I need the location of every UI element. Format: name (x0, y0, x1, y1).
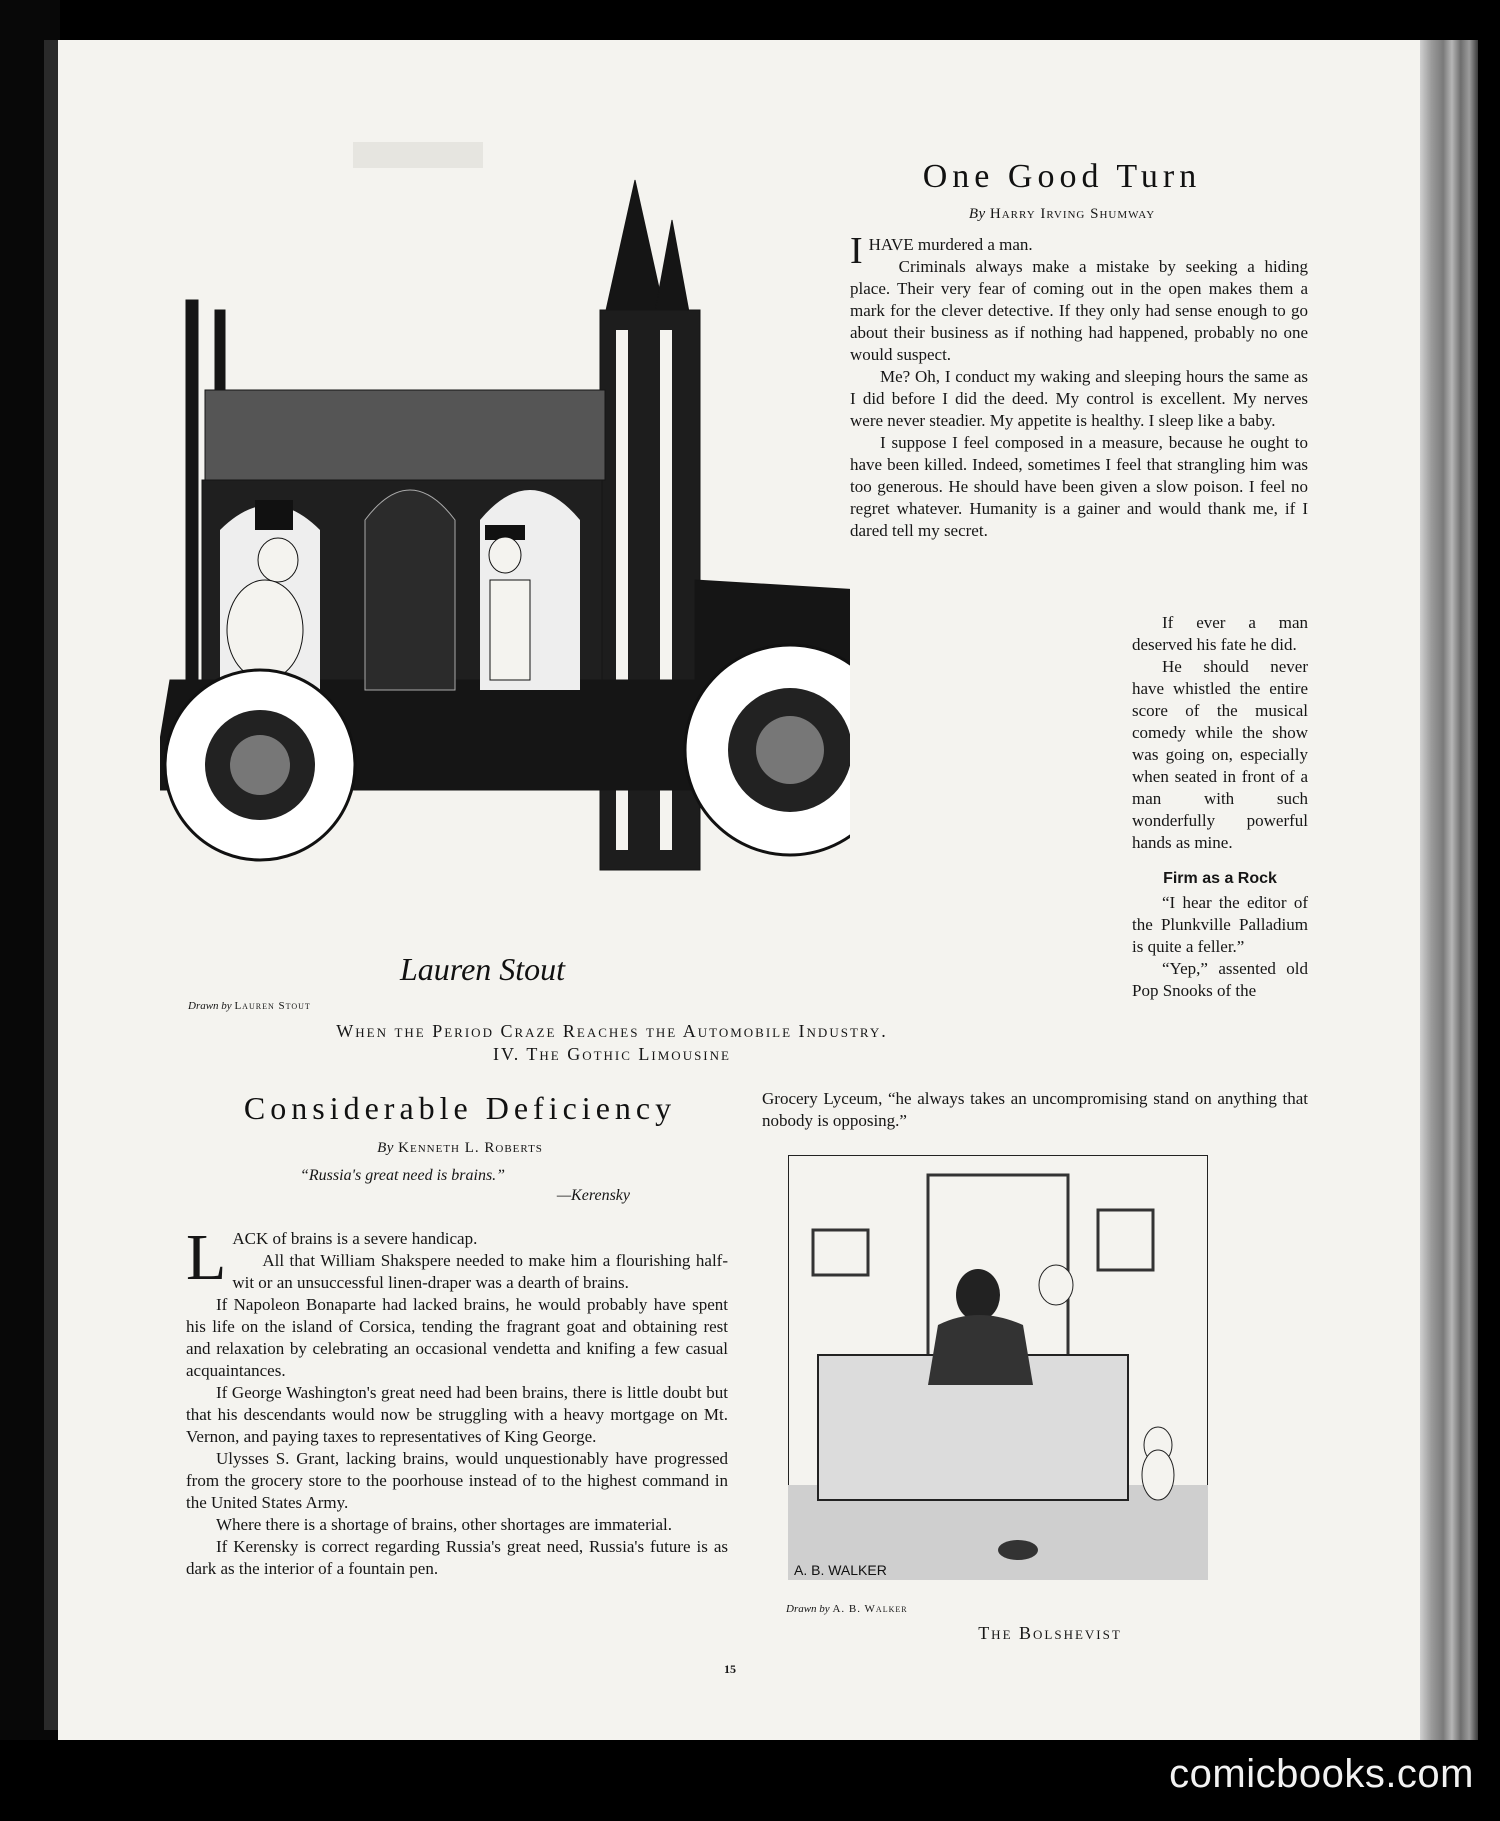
article1-paragraph: “Yep,” assented old Pop Snooks of the (1132, 959, 1308, 1000)
bolshevist-cartoon (788, 1155, 1208, 1580)
artist-signature-stout: Lauren Stout (400, 951, 566, 987)
article1-column-wide (850, 230, 1308, 542)
epigraph (300, 1166, 630, 1206)
page-stack-edge (1420, 40, 1478, 1740)
article1-paragraph: I suppose I feel composed in a measure, because he ought to have been killed. Indeed, sometimes I feel that strangling him was too generous. He should have been given a slow poison. I feel no regret whatever. Humanity is a gainer and would thank me, if I dared tell my secret. (850, 433, 1308, 540)
article-title-considerable-deficiency: Considerable Deficiency (243, 1090, 677, 1126)
illustration-caption-gothic-limousine (212, 1020, 1012, 1066)
article2-paragraph: Ulysses S. Grant, lacking brains, would unquestionably have progressed from the grocery store to the poorhouse instead of to the highest command in the United States Army. (186, 1449, 728, 1512)
article1-paragraph: “I hear the editor of the Plunkville Palladium is quite a feller.” (1132, 893, 1308, 956)
illustration-credit-walker: Drawn by A. B. Walker (786, 1603, 908, 1615)
article1-paragraph: He should never have whistled the entire score of the musical comedy while the show was going on, especially when seated in front of a man with such wonderfully powerful hands as mine. (1132, 657, 1308, 852)
caption-line: IV. The Gothic Limousine (493, 1044, 731, 1064)
article2-paragraph: If George Washington's great need had been brains, there is little doubt but that his descendants would now be struggling with a heavy mortgage on Mt. Vernon, and paying taxes to representatives of King George. (186, 1383, 728, 1446)
byline-roberts: By Kenneth L. Roberts (377, 1140, 543, 1156)
article2-paragraph: All that William Shakspere needed to make him a flourishing half-wit or an unsuccessful linen-draper was a dearth of brains. (232, 1251, 728, 1292)
scan-border-left (0, 0, 60, 1821)
byline-shumway: By Harry Irving Shumway (968, 206, 1156, 222)
site-watermark: comicbooks.com (1169, 1752, 1474, 1796)
epigraph-author: —Kerensky (556, 1187, 630, 1204)
artist-signature-walker: A. B. WALKER (794, 1562, 887, 1578)
article2-paragraph: Where there is a shortage of brains, other shortages are immaterial. (216, 1515, 672, 1534)
subhead-firm-as-a-rock: Firm as a Rock (1163, 870, 1277, 887)
article1-paragraph: Criminals always make a mistake by seeking a hiding place. Their very fear of coming out in the open makes them a mark for the clever detective. If they only had sense enough to go about their business as if nothing had happened, probably no one would suspect. (850, 257, 1308, 364)
article1-paragraph: If ever a man deserved his fate he did. (1132, 613, 1308, 654)
page-number: 15 (724, 1662, 736, 1676)
book-binding (44, 40, 58, 1730)
article2-paragraph: If Kerensky is correct regarding Russia's great need, Russia's future is as dark as the interior of a fountain pen. (186, 1537, 728, 1578)
dropcap-i: I (850, 230, 863, 272)
article1-column-narrow (1132, 612, 1308, 1002)
caption-line: When the Period Craze Reaches the Automobile Industry. (336, 1021, 888, 1041)
epigraph-quote: “Russia's great need is brains.” (300, 1167, 506, 1184)
article1-paragraph: IHAVE murdered a man. (850, 230, 1033, 272)
article2-paragraph: LACK of brains is a severe handicap. (186, 1221, 478, 1294)
article1-continuation: Grocery Lyceum, “he always takes an uncompromising stand on anything that nobody is opposing.” (762, 1089, 1308, 1130)
article2-column (186, 1221, 728, 1580)
article1-paragraph: Me? Oh, I conduct my waking and sleeping hours the same as I did before I did the deed. My control is excellent. My nerves were never steadier. My appetite is healthy. I sleep like a baby. (850, 367, 1308, 430)
article2-paragraph: If Napoleon Bonaparte had lacked brains, he would probably have spent his life on the island of Corsica, tending the fragrant goat and obtaining rest and relaxation by celebrating an occasional vendetta and knifing a few casual acquaintances. (186, 1295, 728, 1380)
gothic-limousine-illustration (160, 160, 850, 995)
dropcap-l: L (186, 1221, 227, 1294)
article-title-one-good-turn: One Good Turn (922, 158, 1202, 195)
illustration-credit-stout: Drawn by Lauren Stout (188, 1000, 311, 1012)
cartoon-caption-bolshevist: The Bolshevist (978, 1623, 1122, 1643)
